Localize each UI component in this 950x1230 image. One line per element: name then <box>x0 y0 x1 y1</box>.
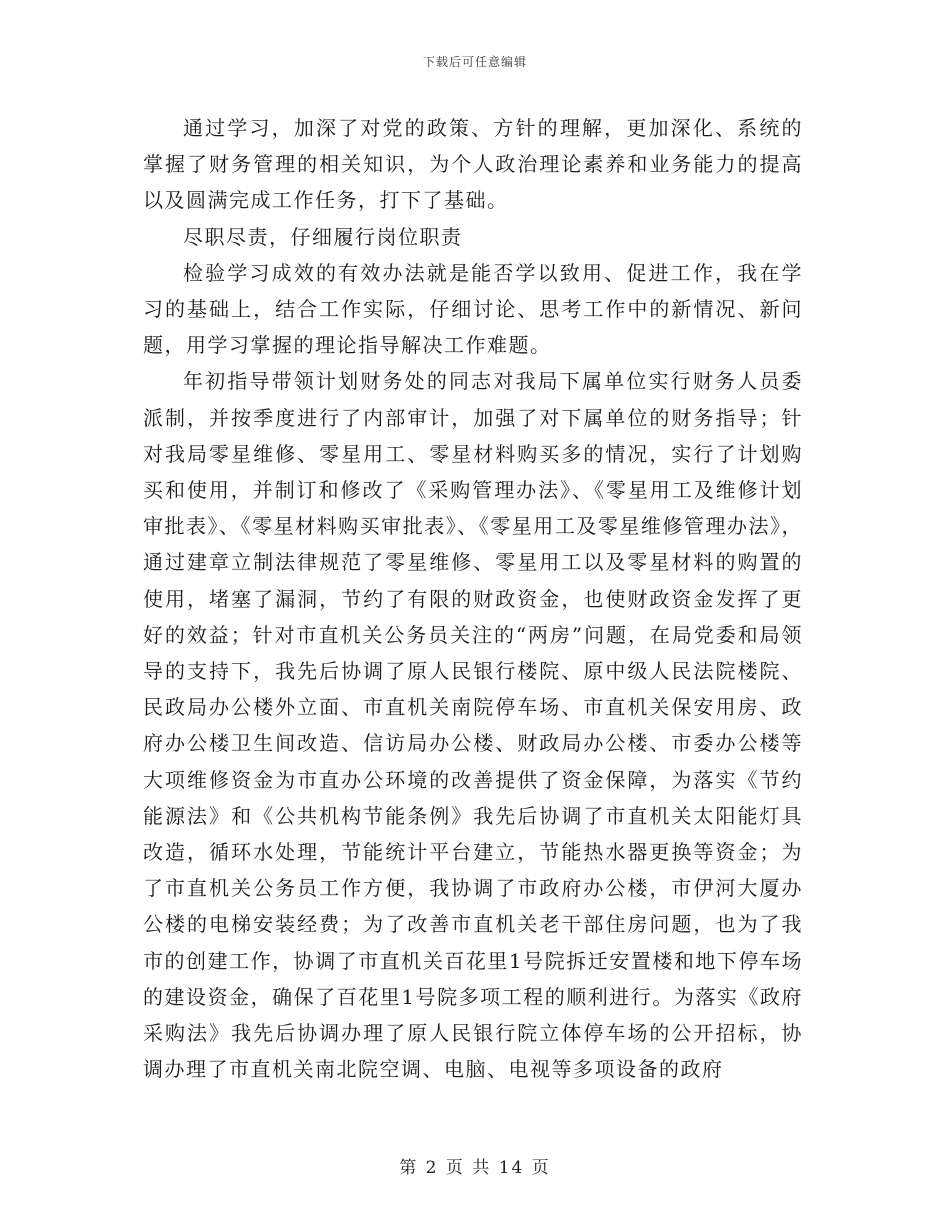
section-heading: 尽职尽责，仔细履行岗位职责 <box>183 224 463 249</box>
paragraph: 通过学习，加深了对党的政策、方针的理解，更加深化、系统的掌握了财务管理的相关知识，为个人政治理论素养和业务能力的提高以及圆满完成工作任务，打下了基础。 <box>143 116 803 213</box>
document-body <box>143 110 803 1087</box>
page-header: 下载后可任意编辑 <box>422 55 527 69</box>
paragraph: 检验学习成效的有效办法就是能否学以致用、促进工作，我在学习的基础上，结合工作实际，仔细讨论、思考工作中的新情况、新问题，用学习掌握的理论指导解决工作难题。 <box>143 260 803 358</box>
page-footer: 第 2 页 共 14 页 <box>399 1158 551 1178</box>
paragraph: 年初指导带领计划财务处的同志对我局下属单位实行财务人员委派制，并按季度进行了内部审计，加强了对下属单位的财务指导；针对我局零星维修、零星用工、零星材料购买多的情况，实行了计划购买和使用，并制订和修改了《采购管理办法》、《零星用工及维修计划审批表》、《零星材料购买审批表》、《零星用工及零星维修管理办法》，通过建章立制法律规范了零星维修、零星用工以及零星材料的购置的使用，堵塞了漏洞，节约了有限的财政资金，也使财政资金发挥了更好的效益；针对市直机关公务员关注的“两房”问题，在局党委和局领导的支持下，我先后协调了原人民银行楼院、原中级人民法院楼院、民政局办公楼外立面、市直机关南院停车场、市直机关保安用房、政府办公楼卫生间改造、信访局办公楼、财政局办公楼、市委办公楼等大项维修资金为市直办公环境的改善提供了资金保障，为落实《节约能源法》和《公共机构节能条例》我先后协调了市直机关太阳能灯具改造，循环水处理，节能统计平台建立，节能热水器更换等资金；为了市直机关公务员工作方便，我协调了市政府办公楼，市伊河大厦办公楼的电梯安装经费；为了改善市直机关老干部住房问题，也为了我市的创建工作，协调了市直机关百花里1号院拆迁安置楼和地下停车场的建设资金，确保了百花里1号院多项工程的顺利进行。为落实《政府采购法》我先后协调办理了原人民银行院立体停车场的公开招标，协调办理了市直机关南北院空调、电脑、电视等多项设备的政府 <box>143 369 803 1082</box>
